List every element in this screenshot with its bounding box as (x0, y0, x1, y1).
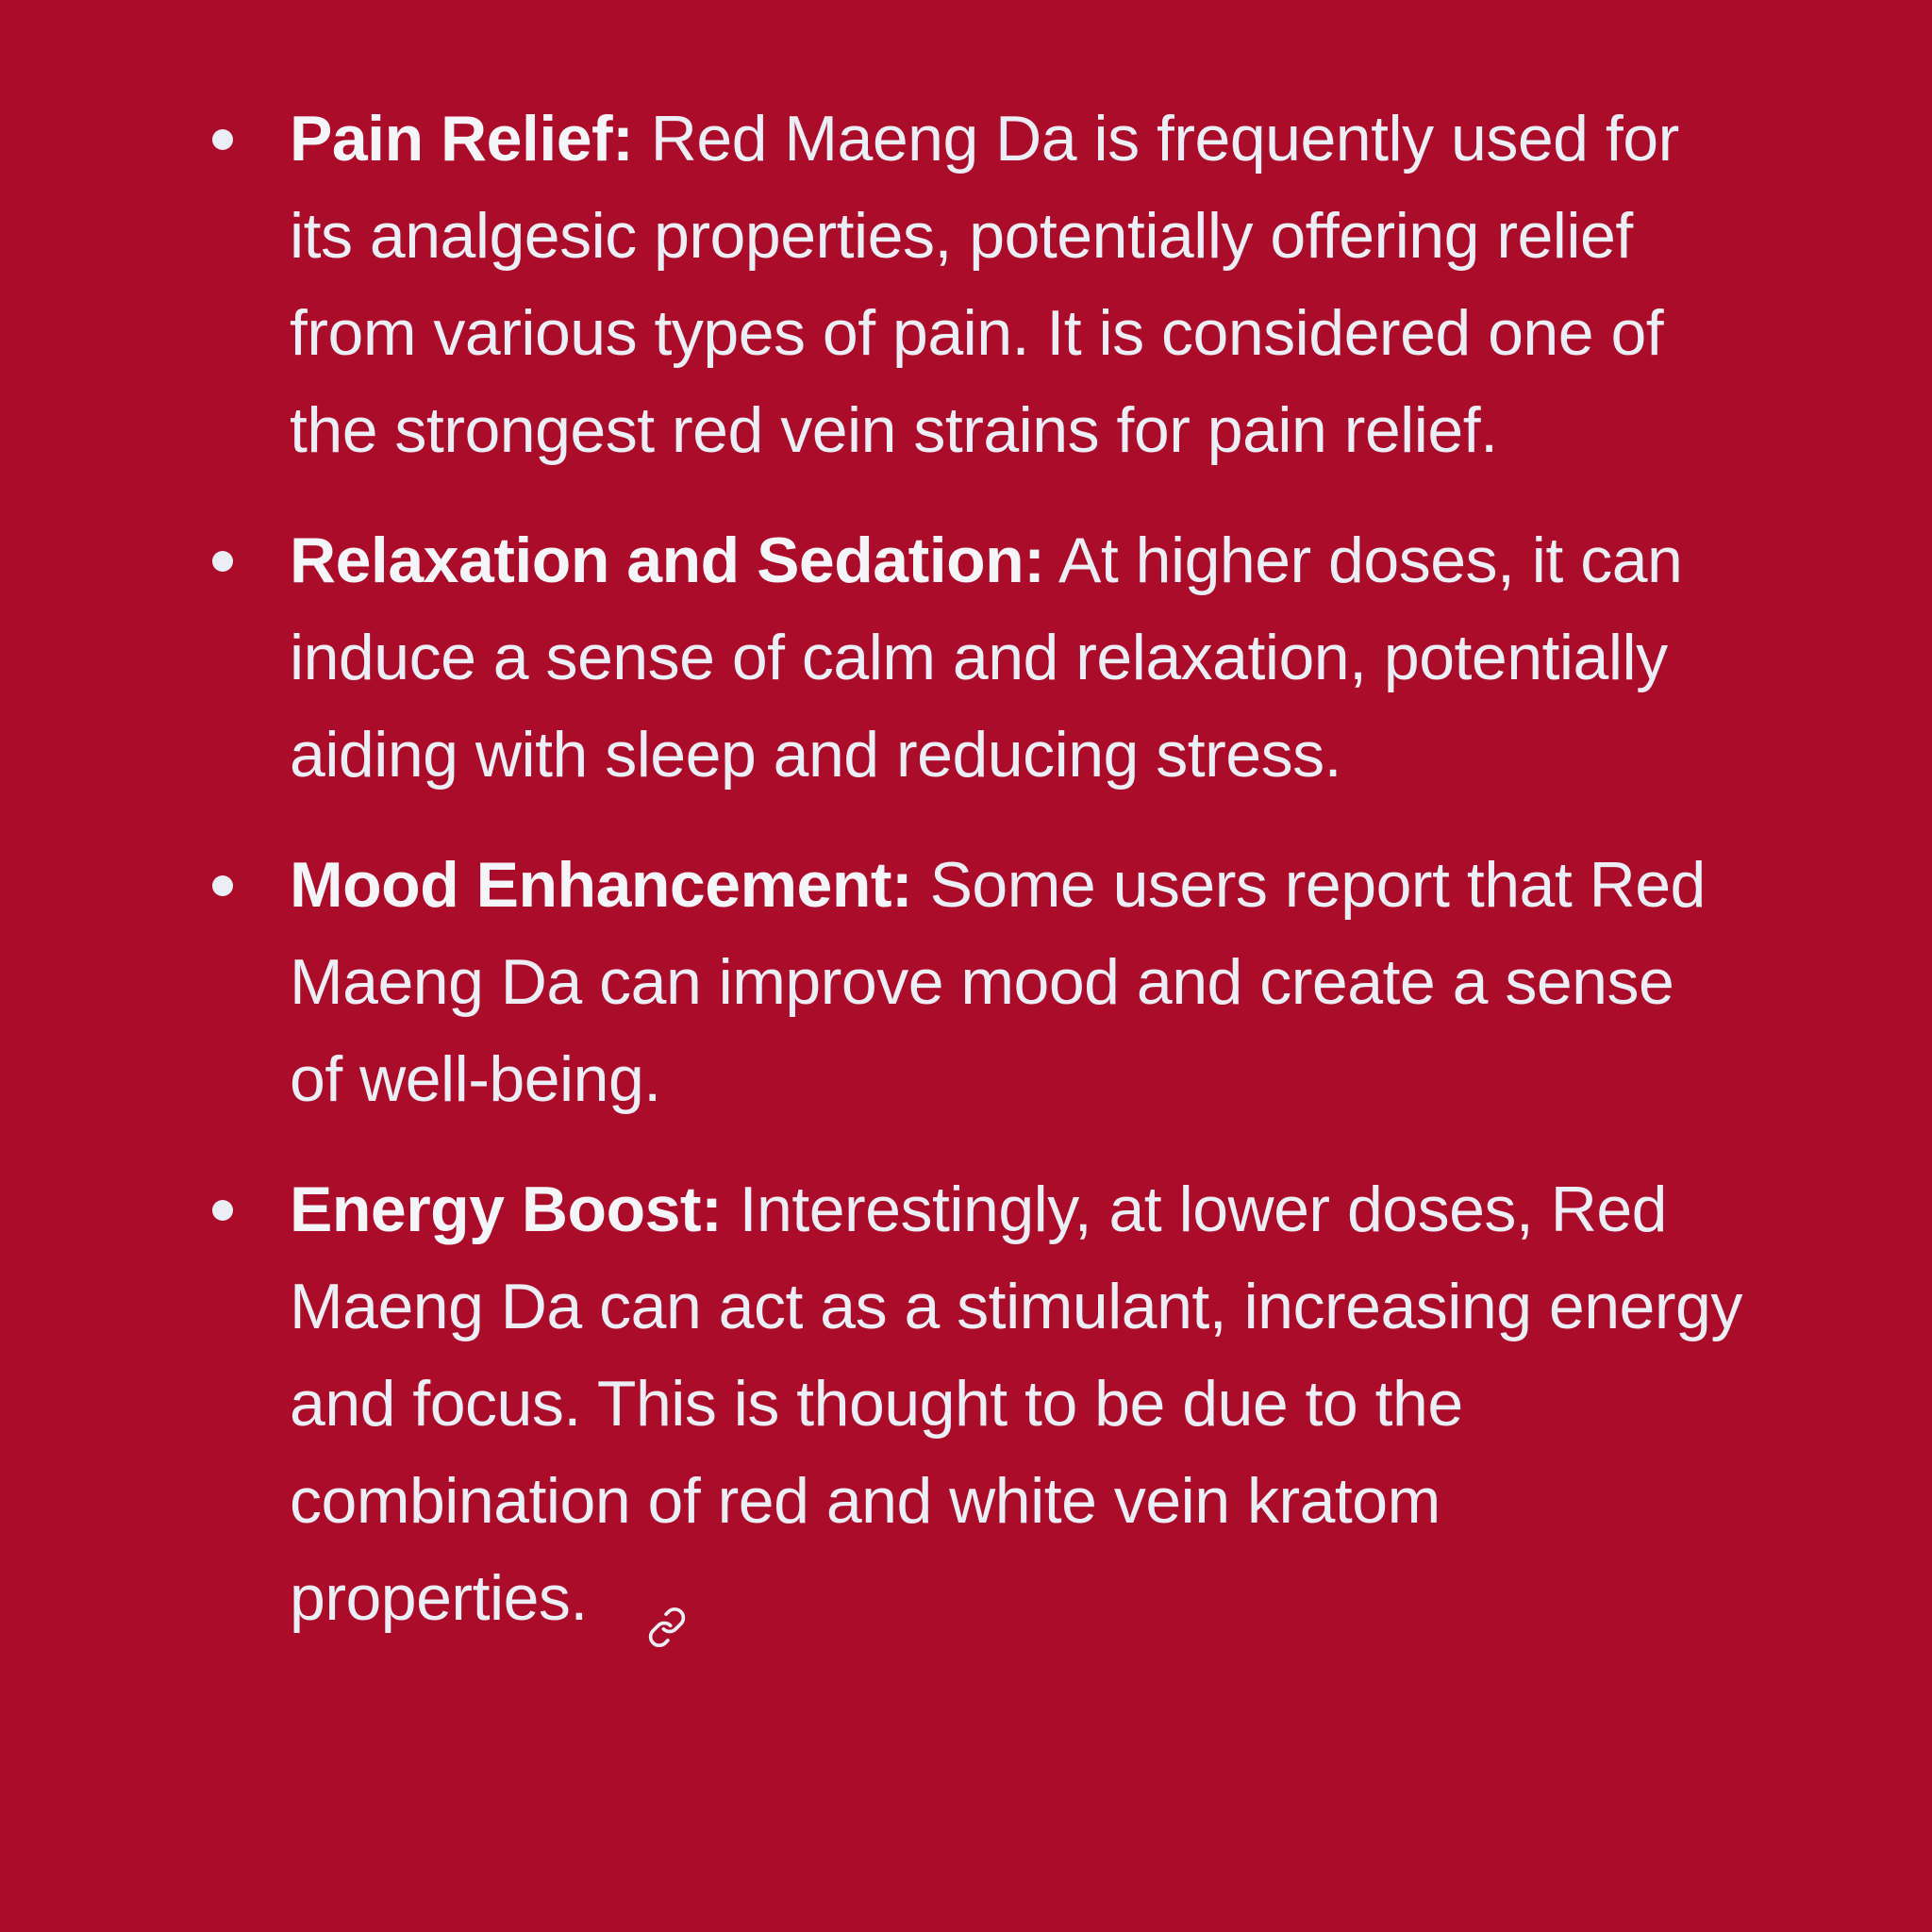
bullet-dot (212, 875, 233, 896)
bullet-item-energy (290, 1161, 1742, 1647)
bullet-term: Relaxation and Sedation: (290, 525, 1045, 596)
bullet-text: Some users report that Red Maeng Da can improve mood and create a sense of well-being. (290, 849, 1706, 1115)
bullet-term: Pain Relief: (290, 103, 634, 175)
bullet-dot (212, 1200, 233, 1221)
bullet-text: Interestingly, at lower doses, Red Maeng Da can act as a stimulant, increasing energy and focus. This is thought to be due to the combination of red and white vein kratom properties. (290, 1174, 1742, 1634)
bullet-text: Red Maeng Da is frequently used for its analgesic properties, potentially offering relief from various types of pain. It is considered one of the strongest red vein strains for pain relief. (290, 103, 1679, 466)
bullet-item-mood (290, 837, 1742, 1128)
bullet-item-pain-relief (290, 91, 1742, 479)
effects-bullet-list (290, 91, 1742, 1680)
bullet-dot (212, 129, 233, 150)
bullet-term: Mood Enhancement: (290, 849, 913, 921)
bullet-dot (212, 551, 233, 572)
bullet-term: Energy Boost: (290, 1174, 723, 1245)
bullet-item-relaxation (290, 512, 1742, 804)
bullet-text: At higher doses, it can induce a sense of calm and relaxation, potentially aiding with sleep and reducing stress. (290, 525, 1683, 791)
link-icon[interactable] (646, 1578, 688, 1620)
